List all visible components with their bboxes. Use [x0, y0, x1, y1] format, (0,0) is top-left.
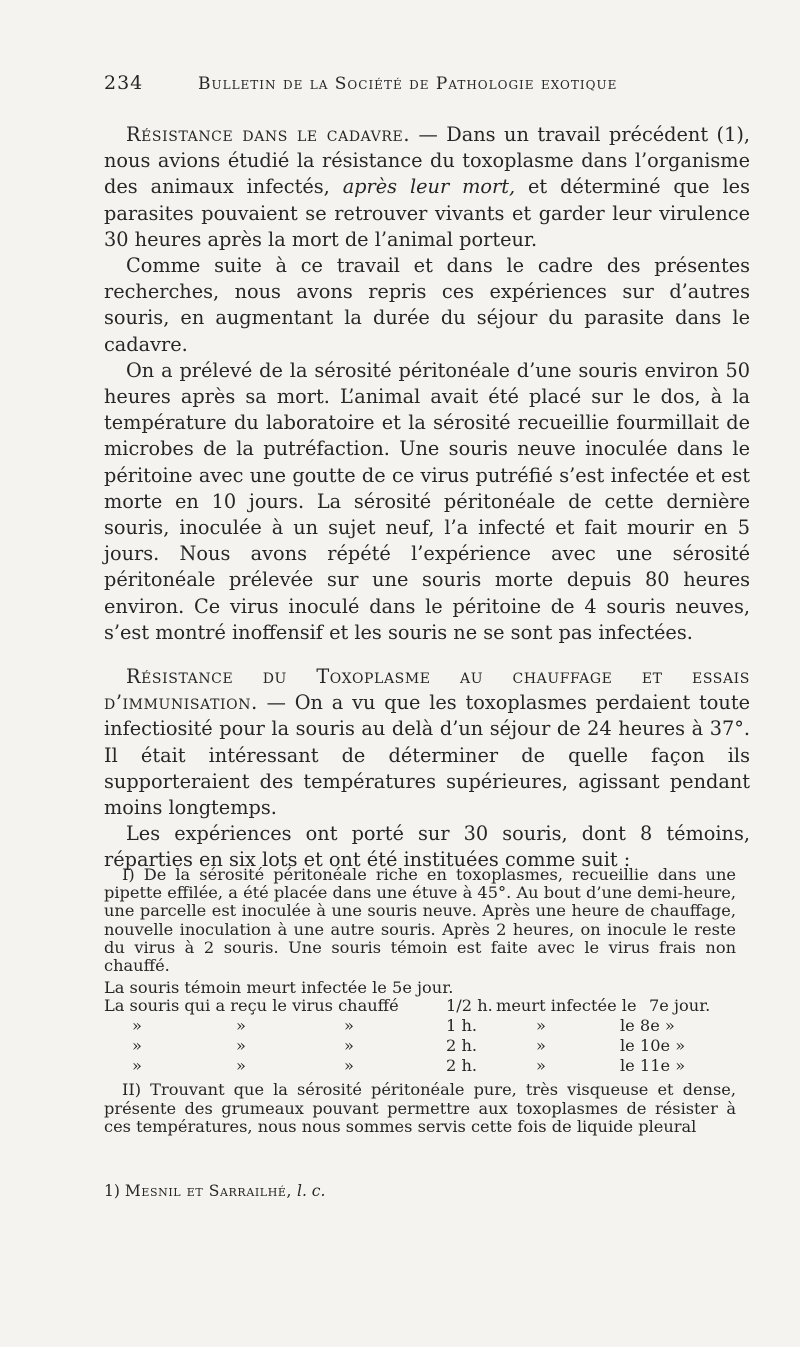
footnote-ref: l. c. [297, 1182, 326, 1200]
running-title: Bulletin de la Société de Pathologie exotique [198, 74, 618, 94]
result-row: » » » 1 h. » le 8e » [132, 1016, 675, 1036]
page-number: 234 [104, 72, 144, 94]
control-result: La souris témoin meurt infectée le 5e jour. [104, 978, 454, 998]
section-heading: Résistance du Toxoplasme au chauffage et essais d’immunisation. [104, 665, 750, 715]
experiment-protocol [104, 866, 736, 1136]
footnote [104, 1182, 325, 1200]
experiment-paragraph: II) Trouvant que la sérosité péritonéale pure, très visqueuse et dense, présente des grumeaux pouvant permettre aux toxoplasmes de résister à ces températures, nous nous sommes servis cette fois de liquide pleural [104, 1080, 736, 1136]
paragraph: Résistance du Toxoplasme au chauffage et essais d’immunisation. — On a vu que les toxoplasmes perdaient toute infectiosité pour la souris au delà d’un séjour de 24 heures à 37°. Il était intéressant de déterminer de quelle façon ils supporteraient des températures supérieures, agissant pendant moins longtemps. [104, 665, 750, 820]
paragraph: Comme suite à ce travail et dans le cadre des présentes recherches, nous avons repris ces expériences sur d’autres souris, en augmentant la durée du séjour du parasite dans le cadavre. [104, 254, 750, 356]
paragraph: On a prélevé de la sérosité péritonéale d’une souris environ 50 heures après sa mort. L’animal avait été placé sur le dos, à la température du laboratoire et la sérosité recueillie fourmillait de microbes de la putréfaction. Une souris neuve inoculée dans le péritoine avec une goutte de ce virus putréfié s’est infectée et est morte en 10 jours. La sérosité péritonéale de cette dernière souris, inoculée à un sujet neuf, l’a infecté et fait mourir en 5 jours. Nous avons répété l’expérience avec une sérosité péritonéale prélevée sur une souris morte depuis 80 heures environ. Ce virus inoculé dans le péritoine de 4 souris neuves, s’est montré inoffensif et les souris ne se sont pas infectées. [104, 358, 750, 644]
result-row: » » » 2 h. » le 10e » [132, 1036, 686, 1056]
section-heading: Résistance dans le cadavre. [126, 123, 411, 146]
paragraph: Les expériences ont porté sur 30 souris, dont 8 témoins, réparties en six lots et ont été instituées comme suit : [104, 822, 750, 872]
main-text [104, 122, 750, 874]
result-row: » » » 2 h. » le 11e » [132, 1056, 686, 1076]
result-row: La souris qui a reçu le virus chauffé 1/2 h. meurt infectée le 7e jour. [104, 996, 711, 1016]
paragraph: Résistance dans le cadavre. — Dans un travail précédent (1), nous avions étudié la résistance du toxoplasme dans l’organisme des animaux infectés, après leur mort, et déterminé que les parasites pouvaient se retrouver vivants et garder leur virulence 30 heures après la mort de l’animal porteur. [104, 123, 750, 251]
footnote-marker: 1) [104, 1182, 120, 1200]
footnote-authors: Mesnil et Sarrailhé, [124, 1182, 293, 1200]
experiment-paragraph: I) De la sérosité péritonéale riche en toxoplasmes, recueillie dans une pipette effilée, a été placée dans une étuve à 45°. Au bout d’une demi-heure, une parcelle est inoculée à une souris neuve. Après une heure de chauffage, nouvelle inoculation à une autre souris. Après 2 heures, on inocule le reste du virus à 2 souris. Une souris témoin est faite avec le virus frais non chauffé. [104, 865, 736, 976]
